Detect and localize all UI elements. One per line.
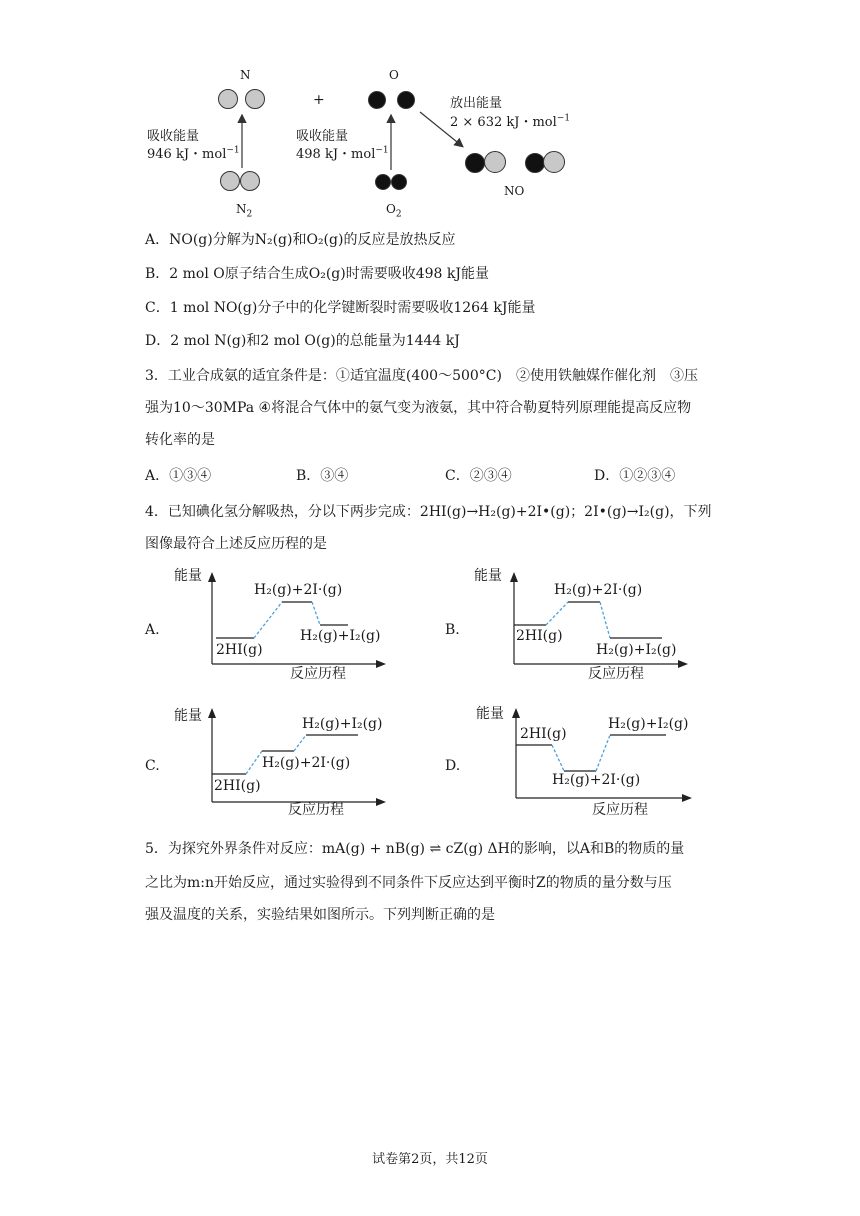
q4-line-2: 图像最符合上述反应历程的是 bbox=[145, 536, 327, 552]
energy-diagram-b bbox=[472, 568, 702, 686]
q4-label-d: D. bbox=[445, 758, 461, 774]
q5-line-2: 之比为m:n开始反应，通过实验得到不同条件下反应达到平衡时Z的物质的量分数与压 bbox=[145, 875, 672, 891]
level-final: H₂(g)+I₂(g) bbox=[608, 716, 689, 732]
n-atom-label: N bbox=[240, 68, 251, 82]
q5-line-3: 强及温度的关系，实验结果如图所示。下列判断正确的是 bbox=[145, 907, 495, 923]
n2-label: $N_2$ bbox=[236, 202, 253, 220]
q4-line-1: 4．已知碘化氢分解吸热，分以下两步完成：2HI(g)→H₂(g)+2I•(g)；2I•(g)→I₂(g)，下列 bbox=[145, 504, 712, 520]
absorb-label-1: 吸收能量 bbox=[147, 129, 200, 144]
release-value: 2 × 632 kJ・mol$^{-1}$ bbox=[450, 113, 571, 130]
q4-label-b: B. bbox=[445, 622, 460, 638]
energy-diagram-c bbox=[170, 704, 400, 822]
y-axis-label: 能量 bbox=[174, 568, 202, 584]
level-final: H₂(g)+I₂(g) bbox=[302, 716, 383, 732]
level-2hi: 2HI(g) bbox=[520, 726, 567, 742]
q2-option-d: D．2 mol N(g)和2 mol O(g)的总能量为1444 kJ bbox=[145, 333, 460, 349]
q2-option-a: A．NO(g)分解为N₂(g)和O₂(g)的反应是放热反应 bbox=[145, 232, 456, 248]
q5-line-1: 5．为探究外界条件对反应：mA(g) + nB(g) ⇌ cZ(g) ΔH的影响，以A和B的物质的量 bbox=[145, 841, 685, 857]
level-final: H₂(g)+I₂(g) bbox=[596, 642, 677, 658]
plus-sign: + bbox=[313, 92, 325, 108]
energy-diagram-a bbox=[170, 568, 400, 686]
level-mid: H₂(g)+2I·(g) bbox=[262, 755, 351, 771]
x-axis-label: 反应历程 bbox=[290, 666, 346, 682]
page-footer: 试卷第2页，共12页 bbox=[372, 1152, 488, 1167]
q3-line-2: 强为10～30MPa ④将混合气体中的氨气变为液氨，其中符合勒夏特列原理能提高反应物 bbox=[145, 400, 692, 416]
q2-option-c: C．1 mol NO(g)分子中的化学键断裂时需要吸收1264 kJ能量 bbox=[145, 300, 536, 316]
y-axis-label: 能量 bbox=[174, 708, 202, 724]
o-atom-label: O bbox=[389, 68, 399, 82]
q3-option-d: D．①②③④ bbox=[594, 468, 676, 484]
o2-label: $O_2$ bbox=[386, 202, 402, 220]
arrows bbox=[0, 0, 860, 230]
level-2hi: 2HI(g) bbox=[516, 628, 563, 644]
x-axis-label: 反应历程 bbox=[588, 666, 644, 682]
level-2hi: 2HI(g) bbox=[214, 778, 261, 794]
q3-line-3: 转化率的是 bbox=[145, 432, 215, 448]
absorb-label-2: 吸收能量 bbox=[296, 129, 349, 144]
level-mid: H₂(g)+2I·(g) bbox=[552, 772, 641, 788]
y-axis-label: 能量 bbox=[476, 706, 504, 722]
q3-line-1: 3．工业合成氨的适宜条件是：①适宜温度(400～500°C) ②使用铁触媒作催化剂 ③压 bbox=[145, 368, 698, 384]
absorb-value-2: 498 kJ・mol$^{-1}$ bbox=[296, 145, 389, 162]
level-mid: H₂(g)+2I·(g) bbox=[554, 582, 643, 598]
no-label: NO bbox=[504, 184, 525, 198]
energy-diagram-d bbox=[476, 704, 706, 822]
q3-option-a: A．①③④ bbox=[145, 468, 212, 484]
level-mid: H₂(g)+2I·(g) bbox=[254, 582, 343, 598]
y-axis-label: 能量 bbox=[474, 568, 502, 584]
x-axis-label: 反应历程 bbox=[288, 802, 344, 818]
level-2hi: 2HI(g) bbox=[216, 642, 263, 658]
q3-option-c: C．②③④ bbox=[445, 468, 512, 484]
level-final: H₂(g)+I₂(g) bbox=[300, 628, 381, 644]
release-label: 放出能量 bbox=[450, 96, 503, 111]
q3-option-b: B．③④ bbox=[296, 468, 349, 484]
q2-option-b: B．2 mol O原子结合生成O₂(g)时需要吸收498 kJ能量 bbox=[145, 266, 489, 282]
absorb-value-1: 946 kJ・mol$^{-1}$ bbox=[147, 145, 240, 162]
q4-label-a: A. bbox=[145, 622, 160, 638]
x-axis-label: 反应历程 bbox=[592, 802, 648, 818]
q4-label-c: C. bbox=[145, 758, 160, 774]
